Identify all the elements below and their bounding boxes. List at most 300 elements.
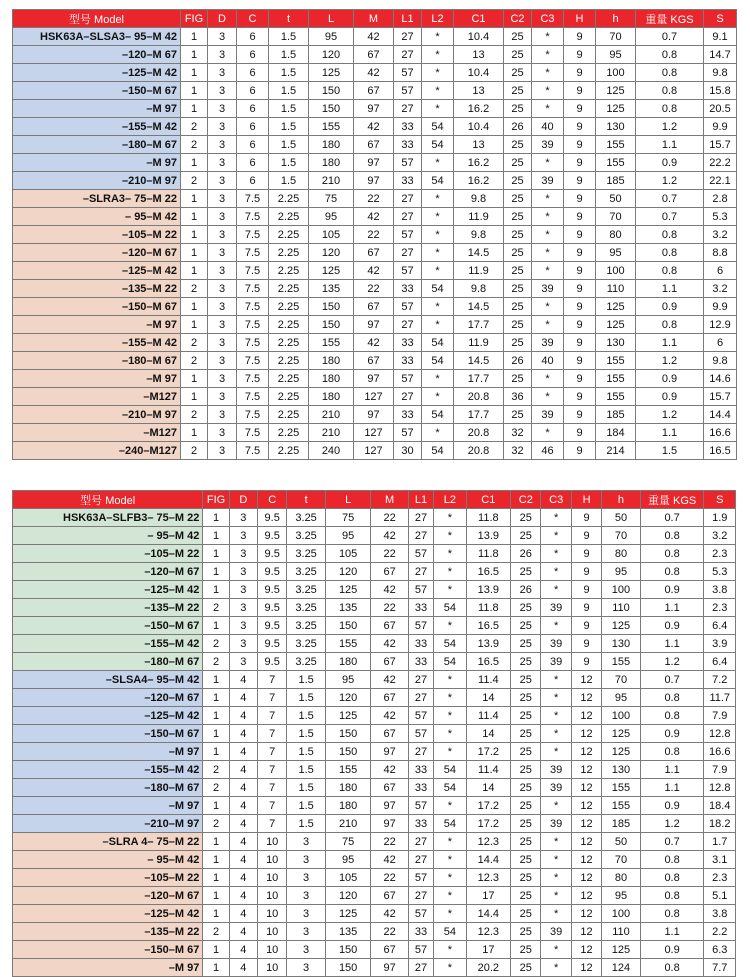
table-cell: 57 [394, 154, 422, 172]
table-cell: * [541, 509, 571, 527]
table-cell: 95 [325, 527, 371, 545]
table-cell: * [541, 545, 571, 563]
table-cell: 7.5 [237, 208, 269, 226]
table-cell: 3 [208, 280, 237, 298]
model-cell: HSK63A–SLFB3– 75–M 22 [13, 509, 203, 527]
table-cell: 12 [571, 689, 601, 707]
table-cell: 1.5 [287, 725, 325, 743]
column-header: h [602, 491, 640, 509]
model-cell: –M 97 [13, 370, 181, 388]
table-cell: 0.8 [640, 545, 704, 563]
table-cell: 1 [203, 707, 229, 725]
table-cell: 0.9 [640, 617, 704, 635]
table-cell: 2.25 [269, 298, 309, 316]
header-row [13, 491, 736, 509]
table-cell: 42 [354, 208, 394, 226]
table-cell: 7.5 [237, 388, 269, 406]
table-cell: 3 [208, 442, 237, 460]
table-row [13, 262, 737, 280]
table-cell: 39 [541, 599, 571, 617]
table-cell: 1.5 [269, 28, 309, 46]
table-cell: * [532, 388, 564, 406]
table-cell: 9 [564, 172, 596, 190]
table-cell: * [434, 797, 466, 815]
table-cell: 33 [408, 815, 433, 833]
table-cell: 54 [422, 280, 454, 298]
table-cell: 9.5 [258, 599, 287, 617]
table-cell: 25 [511, 563, 541, 581]
table-row [13, 442, 737, 460]
table-cell: 3 [208, 316, 237, 334]
table-cell: 155 [596, 370, 636, 388]
table-cell: 1 [203, 941, 229, 959]
table-cell: 75 [325, 509, 371, 527]
table-cell: 3 [208, 190, 237, 208]
model-cell: –155–M 42 [13, 635, 203, 653]
table-cell: 25 [504, 64, 532, 82]
model-cell: –105–M 22 [13, 226, 181, 244]
column-header: 型号 Model [13, 491, 203, 509]
table-cell: 1 [181, 82, 208, 100]
column-header: C [258, 491, 287, 509]
table-cell: 50 [596, 190, 636, 208]
model-cell: –M 97 [13, 959, 203, 977]
table-cell: 54 [434, 635, 466, 653]
table-cell: 150 [309, 316, 354, 334]
table-cell: 27 [394, 100, 422, 118]
table-cell: 11.9 [454, 262, 504, 280]
table-cell: 1.5 [269, 172, 309, 190]
table-cell: 57 [394, 82, 422, 100]
table-cell: 57 [408, 707, 433, 725]
table-cell: 5.1 [704, 887, 736, 905]
table-cell: 1 [203, 959, 229, 977]
table-cell: 67 [371, 779, 408, 797]
table-cell: 75 [325, 833, 371, 851]
column-header: C2 [504, 10, 532, 28]
table-cell: 2.25 [269, 406, 309, 424]
table-cell: 4 [229, 707, 257, 725]
table-cell: 14 [466, 689, 511, 707]
table-cell: 9 [564, 208, 596, 226]
table-row [13, 635, 736, 653]
table-row [13, 172, 737, 190]
model-cell: –150–M 67 [13, 617, 203, 635]
table-row [13, 298, 737, 316]
column-header: D [208, 10, 237, 28]
table-cell: 3 [208, 262, 237, 280]
table-cell: 135 [309, 280, 354, 298]
table-cell: 150 [325, 617, 371, 635]
model-cell: –180–M 67 [13, 653, 203, 671]
table-cell: 25 [504, 316, 532, 334]
table-cell: 1 [203, 509, 229, 527]
table-cell: 4 [229, 779, 257, 797]
column-header: C [237, 10, 269, 28]
table-row [13, 869, 736, 887]
table-cell: 70 [596, 208, 636, 226]
table-cell: 180 [325, 653, 371, 671]
table-cell: 2 [203, 815, 229, 833]
table-cell: 32 [504, 424, 532, 442]
table-cell: 7.5 [237, 190, 269, 208]
model-cell: –120–M 67 [13, 563, 203, 581]
table-cell: 25 [504, 334, 532, 352]
table-cell: 46 [532, 442, 564, 460]
table-row [13, 190, 737, 208]
table-cell: 3 [208, 424, 237, 442]
table-cell: 110 [596, 280, 636, 298]
table-cell: 22 [354, 226, 394, 244]
table-cell: 4 [229, 959, 257, 977]
table-cell: 0.8 [640, 743, 704, 761]
table-cell: 2 [181, 442, 208, 460]
table-cell: 9 [571, 653, 601, 671]
table-cell: 80 [602, 869, 640, 887]
table-cell: 20.5 [704, 100, 737, 118]
table-cell: 3 [208, 154, 237, 172]
table-row [13, 28, 737, 46]
table-cell: 11.8 [466, 509, 511, 527]
spec-table-1 [12, 9, 737, 460]
table-cell: 97 [371, 959, 408, 977]
table-cell: 1.5 [269, 46, 309, 64]
column-header: M [354, 10, 394, 28]
table-row [13, 64, 737, 82]
table-cell: 4 [229, 923, 257, 941]
table-cell: 120 [309, 46, 354, 64]
table-cell: * [422, 370, 454, 388]
table-cell: 40 [532, 352, 564, 370]
table-cell: 97 [354, 370, 394, 388]
table-cell: 95 [602, 887, 640, 905]
table-cell: 22 [371, 833, 408, 851]
table-cell: 9 [564, 370, 596, 388]
table-cell: * [541, 851, 571, 869]
table-cell: 2.25 [269, 352, 309, 370]
table-cell: 11.8 [466, 545, 511, 563]
table-cell: 42 [354, 334, 394, 352]
table-cell: * [434, 851, 466, 869]
table-cell: 22 [371, 923, 408, 941]
table-cell: 10.4 [454, 118, 504, 136]
table-cell: 14.6 [704, 370, 737, 388]
table-cell: 3 [208, 370, 237, 388]
table-cell: * [434, 869, 466, 887]
table-cell: 0.8 [640, 959, 704, 977]
table-cell: 25 [511, 779, 541, 797]
model-cell: –135–M 22 [13, 923, 203, 941]
table-cell: 2 [203, 923, 229, 941]
table-cell: * [422, 316, 454, 334]
table-cell: 10 [258, 959, 287, 977]
table-cell: 4 [229, 941, 257, 959]
table-cell: 6 [237, 46, 269, 64]
table-cell: 33 [394, 406, 422, 424]
table-cell: 27 [394, 316, 422, 334]
table-cell: 80 [596, 226, 636, 244]
table-cell: 3 [208, 244, 237, 262]
table-cell: 27 [394, 388, 422, 406]
table-cell: 2.25 [269, 208, 309, 226]
table-cell: 9 [564, 352, 596, 370]
table-cell: * [434, 689, 466, 707]
table-cell: 80 [602, 545, 640, 563]
table-cell: 25 [511, 887, 541, 905]
table-cell: 26 [511, 545, 541, 563]
table-cell: 100 [596, 262, 636, 280]
table-cell: 39 [541, 635, 571, 653]
table-cell: * [434, 725, 466, 743]
model-cell: –M127 [13, 388, 181, 406]
column-header: L2 [422, 10, 454, 28]
table-cell: 100 [602, 707, 640, 725]
table-cell: 2.3 [704, 869, 736, 887]
table-row [13, 509, 736, 527]
table-cell: 2.3 [704, 599, 736, 617]
table-cell: 0.7 [636, 208, 704, 226]
table-cell: 27 [394, 208, 422, 226]
table-cell: 1.1 [640, 635, 704, 653]
table-cell: 42 [371, 581, 408, 599]
table-cell: 54 [434, 779, 466, 797]
table-cell: 1.9 [704, 509, 736, 527]
table-cell: 25 [511, 941, 541, 959]
table-cell: 1.1 [636, 136, 704, 154]
table-cell: 3.25 [287, 509, 325, 527]
model-cell: –210–M 97 [13, 406, 181, 424]
table-cell: 110 [602, 599, 640, 617]
table-cell: 1 [181, 298, 208, 316]
table-cell: 27 [394, 244, 422, 262]
table-cell: 0.8 [636, 244, 704, 262]
table-row [13, 226, 737, 244]
table-cell: * [434, 833, 466, 851]
table-cell: 1.5 [287, 707, 325, 725]
table-cell: 3 [208, 118, 237, 136]
table-cell: 22 [354, 190, 394, 208]
table-cell: 9.1 [704, 28, 737, 46]
table-cell: 7 [258, 689, 287, 707]
model-cell: –125–M 42 [13, 707, 203, 725]
table-cell: 10 [258, 941, 287, 959]
table-cell: 130 [602, 635, 640, 653]
table-cell: 67 [354, 298, 394, 316]
table-cell: 17 [466, 887, 511, 905]
table-cell: 54 [434, 599, 466, 617]
table-cell: 1 [181, 424, 208, 442]
table-row [13, 388, 737, 406]
table-cell: 3.2 [704, 280, 737, 298]
table-cell: 0.8 [640, 887, 704, 905]
table-cell: 67 [354, 46, 394, 64]
table-cell: 39 [532, 136, 564, 154]
model-cell: –210–M 97 [13, 815, 203, 833]
column-header: L [325, 491, 371, 509]
table-cell: 67 [354, 82, 394, 100]
table-cell: 22 [371, 509, 408, 527]
column-header: L [309, 10, 354, 28]
table-cell: * [541, 833, 571, 851]
column-header: C3 [532, 10, 564, 28]
table-cell: 33 [394, 280, 422, 298]
table-cell: 9.5 [258, 653, 287, 671]
table-cell: 2.25 [269, 190, 309, 208]
table-cell: 127 [354, 442, 394, 460]
model-cell: –155–M 42 [13, 118, 181, 136]
table-cell: 16.6 [704, 743, 736, 761]
table-cell: 3 [229, 581, 257, 599]
table-cell: 3 [208, 136, 237, 154]
table-cell: * [422, 190, 454, 208]
table-row [13, 545, 736, 563]
table-cell: 7 [258, 725, 287, 743]
table-row [13, 959, 736, 977]
table-cell: 100 [596, 64, 636, 82]
table-cell: 25 [511, 851, 541, 869]
table-cell: 9 [564, 46, 596, 64]
table-cell: 12 [571, 797, 601, 815]
table-cell: 210 [309, 406, 354, 424]
table-cell: 40 [532, 118, 564, 136]
table-cell: 14 [466, 779, 511, 797]
table-cell: 22 [371, 869, 408, 887]
table-cell: 17.7 [454, 370, 504, 388]
table-cell: * [541, 743, 571, 761]
table-cell: 124 [602, 959, 640, 977]
table-cell: 22 [371, 545, 408, 563]
table-cell: 9 [564, 82, 596, 100]
model-cell: –M 97 [13, 316, 181, 334]
table-cell: 12 [571, 887, 601, 905]
table-cell: 1 [181, 370, 208, 388]
table-cell: 2 [203, 635, 229, 653]
table-cell: * [434, 707, 466, 725]
table-cell: * [532, 154, 564, 172]
table-cell: 135 [325, 923, 371, 941]
table-cell: * [541, 707, 571, 725]
table-cell: 25 [511, 509, 541, 527]
table-cell: 25 [511, 833, 541, 851]
table-cell: 1.1 [636, 424, 704, 442]
table-cell: 1.5 [287, 743, 325, 761]
table-cell: 26 [511, 581, 541, 599]
table-cell: 54 [422, 442, 454, 460]
table-cell: 6 [237, 172, 269, 190]
table-cell: 50 [602, 509, 640, 527]
table-cell: 25 [504, 172, 532, 190]
table-cell: 3 [287, 959, 325, 977]
table-cell: 22 [354, 280, 394, 298]
table-cell: 14.7 [704, 46, 737, 64]
model-cell: –SLRA 4– 75–M 22 [13, 833, 203, 851]
table-cell: 97 [354, 154, 394, 172]
table-cell: 155 [596, 352, 636, 370]
table-cell: 210 [309, 172, 354, 190]
table-cell: 12 [571, 833, 601, 851]
table-cell: 27 [394, 46, 422, 64]
table-cell: * [532, 28, 564, 46]
table-cell: 3 [287, 905, 325, 923]
table-row [13, 136, 737, 154]
table-cell: 1 [203, 545, 229, 563]
table-cell: * [422, 82, 454, 100]
table-cell: 20.2 [466, 959, 511, 977]
table-cell: 9 [564, 28, 596, 46]
table-cell: 4 [229, 887, 257, 905]
table-cell: 95 [602, 563, 640, 581]
table-cell: * [422, 244, 454, 262]
table-cell: 9 [564, 442, 596, 460]
table-cell: 125 [596, 316, 636, 334]
table-body [13, 509, 736, 977]
table-cell: 57 [408, 869, 433, 887]
table-cell: 39 [532, 280, 564, 298]
table-cell: * [422, 208, 454, 226]
table-cell: 27 [408, 509, 433, 527]
table-cell: 3.25 [287, 545, 325, 563]
table-cell: 12 [571, 851, 601, 869]
table-cell: 180 [309, 136, 354, 154]
table-cell: * [532, 316, 564, 334]
table-cell: 25 [511, 959, 541, 977]
table-cell: 1.5 [269, 82, 309, 100]
table-cell: 3 [287, 851, 325, 869]
table-cell: 9 [564, 424, 596, 442]
table-cell: 17.2 [466, 815, 511, 833]
table-cell: * [434, 563, 466, 581]
table-row [13, 154, 737, 172]
table-cell: 1.5 [269, 64, 309, 82]
column-header: FIG [181, 10, 208, 28]
table-cell: 5.3 [704, 208, 737, 226]
table-cell: 95 [309, 28, 354, 46]
table-cell: 13 [454, 46, 504, 64]
table-cell: 3.2 [704, 226, 737, 244]
table-cell: 4 [229, 761, 257, 779]
table-cell: 130 [602, 761, 640, 779]
table-cell: 3.1 [704, 851, 736, 869]
column-header: t [287, 491, 325, 509]
table-cell: * [532, 208, 564, 226]
table-cell: 7.5 [237, 244, 269, 262]
table-cell: 4 [229, 689, 257, 707]
table-cell: 2.8 [704, 190, 737, 208]
table-cell: 32 [504, 442, 532, 460]
table-cell: 1.5 [287, 761, 325, 779]
table-cell: 9 [571, 617, 601, 635]
model-cell: –135–M 22 [13, 599, 203, 617]
table-cell: 150 [325, 743, 371, 761]
table-cell: 105 [325, 869, 371, 887]
table-cell: 2 [181, 172, 208, 190]
table-row [13, 851, 736, 869]
table-cell: 95 [325, 671, 371, 689]
table-cell: * [434, 581, 466, 599]
table-cell: * [434, 509, 466, 527]
table-cell: 9.8 [454, 280, 504, 298]
table-cell: 0.9 [640, 797, 704, 815]
table-cell: 0.9 [640, 581, 704, 599]
column-header: 重量 KGS [640, 491, 704, 509]
table-cell: 25 [504, 262, 532, 280]
table-cell: 97 [371, 797, 408, 815]
table-cell: 4 [229, 905, 257, 923]
table-cell: 57 [408, 581, 433, 599]
table-cell: 67 [371, 617, 408, 635]
table-cell: 125 [309, 64, 354, 82]
table-cell: 42 [371, 707, 408, 725]
